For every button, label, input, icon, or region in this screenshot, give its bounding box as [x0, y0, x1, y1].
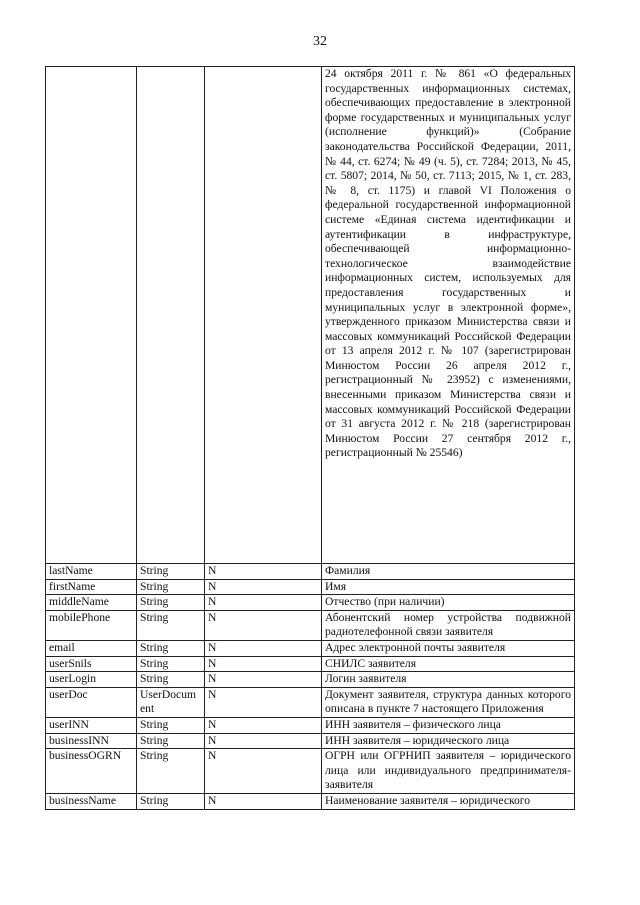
field-description: Отчество (при наличии) — [322, 595, 575, 611]
field-required: N — [205, 717, 322, 733]
field-description: Имя — [322, 579, 575, 595]
field-required: N — [205, 595, 322, 611]
field-type: String — [137, 656, 205, 672]
field-description: Документ заявителя, структура данных которого описана в пункте 7 настоящего Приложения — [322, 687, 575, 717]
table-row — [46, 749, 575, 794]
field-required: N — [205, 733, 322, 749]
table-row — [46, 687, 575, 717]
page-number: 32 — [313, 34, 327, 49]
table-row — [46, 610, 575, 640]
table-row — [46, 672, 575, 688]
field-name: businessINN — [46, 733, 137, 749]
table-row — [46, 640, 575, 656]
table-row — [46, 717, 575, 733]
field-name: businessName — [46, 793, 137, 809]
field-required: N — [205, 564, 322, 580]
table-cell — [137, 67, 205, 564]
field-name: userINN — [46, 717, 137, 733]
table-row — [46, 595, 575, 611]
field-name: firstName — [46, 579, 137, 595]
continuation-description: 24 октября 2011 г. № 861 «О федеральных государственных информационных системах, обеспечивающих предоставление в электронной форме государственных и муниципальных услуг (исполнение функций)» (Собрание законодательства Российской Федерации, 2011, № 44, ст. 6274; № 49 (ч. 5), ст. 7284; 2013, № 45, ст. 5807; 2014, № 50, ст. 7113; 2015, № 1, ст. 283, № 8, ст. 1175) и главой VI Положения о федеральной государственной информационной системе «Единая система идентификации и аутентификации в инфраструктуре, обеспечивающей информационно-технологическое взаимодействие информационных систем, используемых для предоставления государственных и муниципальных услуг в электронной форме», утвержденного приказом Министерства связи и массовых коммуникаций Российской Федерации от 13 апреля 2012 г. № 107 (зарегистрирован Минюстом России 26 апреля 2012 г., регистрационный № 23952) с изменениями, внесенными приказом Министерства связи и массовых коммуникаций Российской Федерации от 31 августа 2012 г. № 218 (зарегистрирован Минюстом России 27 сентября 2012 г., регистрационный № 25546) — [322, 67, 575, 564]
field-type: String — [137, 640, 205, 656]
table-row — [46, 656, 575, 672]
field-name: businessOGRN — [46, 749, 137, 794]
field-type: String — [137, 610, 205, 640]
field-description: ИНН заявителя – юридического лица — [322, 733, 575, 749]
field-required: N — [205, 749, 322, 794]
field-required: N — [205, 687, 322, 717]
table-cell — [46, 67, 137, 564]
field-description: Адрес электронной почты заявителя — [322, 640, 575, 656]
table-row — [46, 564, 575, 580]
field-type: String — [137, 749, 205, 794]
field-required: N — [205, 610, 322, 640]
field-name: userDoc — [46, 687, 137, 717]
field-name: lastName — [46, 564, 137, 580]
field-spec-table — [45, 66, 575, 810]
field-description: ОГРН или ОГРНИП заявителя – юридического лица или индивидуального предпринимателя-заявителя — [322, 749, 575, 794]
field-type: String — [137, 672, 205, 688]
field-name: middleName — [46, 595, 137, 611]
field-description: Наименование заявителя – юридического — [322, 793, 575, 809]
field-name: email — [46, 640, 137, 656]
field-required: N — [205, 672, 322, 688]
table-row — [46, 793, 575, 809]
field-type: String — [137, 793, 205, 809]
table-row — [46, 579, 575, 595]
field-required: N — [205, 656, 322, 672]
field-name: mobilePhone — [46, 610, 137, 640]
table-row — [46, 733, 575, 749]
field-description: Абонентский номер устройства подвижной радиотелефонной связи заявителя — [322, 610, 575, 640]
field-description: ИНН заявителя – физического лица — [322, 717, 575, 733]
field-type: String — [137, 733, 205, 749]
field-description: Логин заявителя — [322, 672, 575, 688]
field-required: N — [205, 640, 322, 656]
table-cell — [205, 67, 322, 564]
field-type: UserDocument — [137, 687, 205, 717]
field-type: String — [137, 579, 205, 595]
field-type: String — [137, 564, 205, 580]
field-name: userSnils — [46, 656, 137, 672]
field-type: String — [137, 717, 205, 733]
table-row-continuation — [46, 67, 575, 564]
field-required: N — [205, 793, 322, 809]
field-name: userLogin — [46, 672, 137, 688]
field-description: Фамилия — [322, 564, 575, 580]
field-required: N — [205, 579, 322, 595]
field-type: String — [137, 595, 205, 611]
field-description: СНИЛС заявителя — [322, 656, 575, 672]
